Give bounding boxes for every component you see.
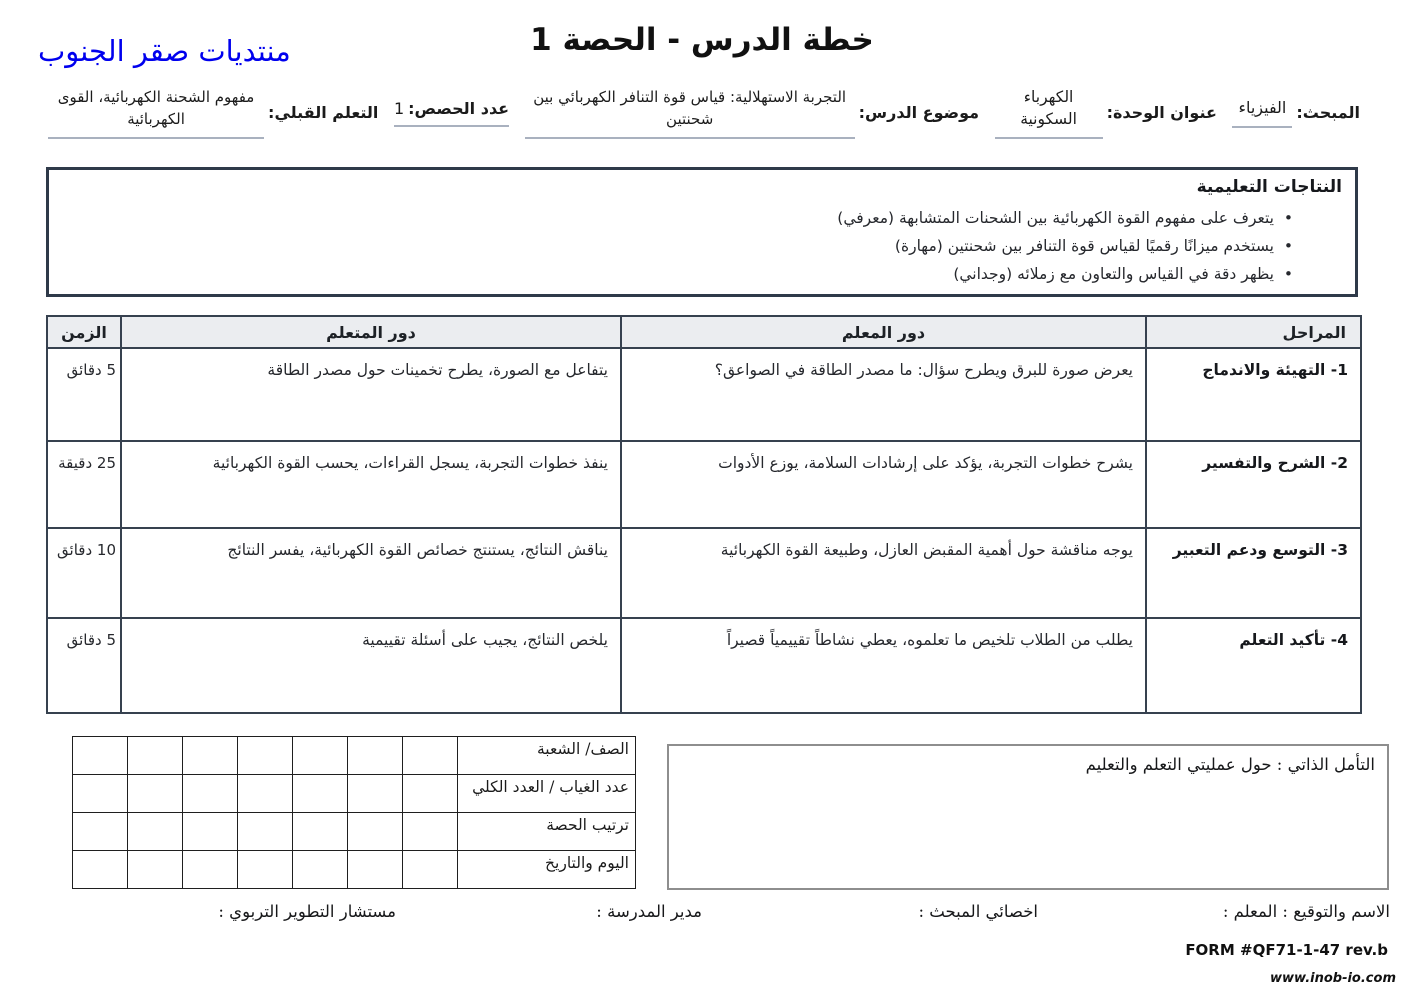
subject-label: المبحث: <box>1296 103 1360 122</box>
outcome-item: • يستخدم ميزانًا رقميًا لقياس قوة التنافر بين شحنتين (مهارة) <box>49 232 1293 260</box>
admin-empty-cell <box>183 851 238 889</box>
admin-empty-cell <box>183 775 238 813</box>
self-reflection-box <box>667 744 1389 890</box>
unit-title-label: عنوان الوحدة: <box>1106 103 1217 122</box>
admin-empty-cell <box>73 813 128 851</box>
lesson-topic-label: موضوع الدرس: <box>858 103 980 122</box>
table-row <box>47 618 1361 713</box>
signature-development-advisor: مستشار التطوير التربوي : <box>218 902 396 921</box>
table-row <box>73 851 636 889</box>
class-admin-table <box>72 736 636 889</box>
header-fields <box>48 86 1360 139</box>
page-title: خطة الدرس - الحصة 1 <box>530 22 874 58</box>
stages-header-row <box>47 316 1361 348</box>
col-header-teacher-role: دور المعلم <box>621 316 1146 348</box>
admin-empty-cell <box>293 775 348 813</box>
admin-empty-cell <box>73 851 128 889</box>
learner-role-cell: يلخص النتائج، يجيب على أسئلة تقييمية <box>121 618 621 713</box>
field-subject <box>1232 97 1360 128</box>
field-lesson-topic <box>525 86 979 139</box>
admin-row-label: اليوم والتاريخ <box>458 851 636 889</box>
form-code: FORM #QF71-1-47 rev.b <box>1185 941 1388 959</box>
admin-empty-cell <box>183 813 238 851</box>
stage-cell: 2- الشرح والتفسير <box>1146 441 1361 528</box>
admin-empty-cell <box>293 851 348 889</box>
table-row <box>47 441 1361 528</box>
admin-empty-cell <box>403 851 458 889</box>
admin-empty-cell <box>238 737 293 775</box>
admin-empty-cell <box>128 775 183 813</box>
learner-role-cell: ينفذ خطوات التجربة، يسجل القراءات، يحسب القوة الكهربائية <box>121 441 621 528</box>
teacher-role-cell: يطلب من الطلاب تلخيص ما تعلموه، يعطي نشاطاً تقييمياً قصيراً <box>621 618 1146 713</box>
signature-principal: مدير المدرسة : <box>596 902 702 921</box>
field-session-count <box>394 99 509 127</box>
teacher-role-cell: يوجه مناقشة حول أهمية المقبض العازل، وطبيعة القوة الكهربائية <box>621 528 1146 618</box>
admin-empty-cell <box>403 813 458 851</box>
stage-cell: 3- التوسع ودعم التعبير <box>1146 528 1361 618</box>
lesson-topic-value: التجربة الاستهلالية: قياس قوة التنافر الكهربائي بين شحنتين <box>525 86 855 139</box>
teacher-role-cell: يعرض صورة للبرق ويطرح سؤال: ما مصدر الطاقة في الصواعق؟ <box>621 348 1146 441</box>
teacher-role-cell: يشرح خطوات التجربة، يؤكد على إرشادات السلامة، يوزع الأدوات <box>621 441 1146 528</box>
admin-empty-cell <box>403 737 458 775</box>
col-header-stage: المراحل <box>1146 316 1361 348</box>
table-row <box>73 813 636 851</box>
prior-learning-value: مفهوم الشحنة الكهربائية، القوى الكهربائية <box>48 86 264 139</box>
session-count-label: عدد الحصص: <box>408 98 510 118</box>
stages-table <box>46 315 1362 714</box>
signature-teacher: الاسم والتوقيع : المعلم : <box>1222 902 1390 921</box>
admin-empty-cell <box>293 813 348 851</box>
learning-outcomes-box <box>46 167 1358 297</box>
table-row <box>47 528 1361 618</box>
table-row <box>73 775 636 813</box>
table-row <box>73 737 636 775</box>
admin-empty-cell <box>403 775 458 813</box>
admin-empty-cell <box>238 851 293 889</box>
field-prior-learning <box>48 86 378 139</box>
subject-value: الفيزياء <box>1232 97 1292 128</box>
col-header-learner-role: دور المتعلم <box>121 316 621 348</box>
admin-empty-cell <box>183 737 238 775</box>
learning-outcomes-heading: النتاجات التعليمية <box>1196 177 1342 197</box>
admin-empty-cell <box>348 851 403 889</box>
admin-empty-cell <box>348 737 403 775</box>
time-cell: 25 دقيقة <box>47 441 121 528</box>
admin-empty-cell <box>238 775 293 813</box>
self-reflection-label: التأمل الذاتي : حول عمليتي التعلم والتعليم <box>1085 755 1375 774</box>
prior-learning-label: التعلم القبلي: <box>268 103 379 122</box>
signature-subject-specialist: اخصائي المبحث : <box>918 902 1038 921</box>
outcome-item: • يظهر دقة في القياس والتعاون مع زملائه (وجداني) <box>49 260 1293 288</box>
session-count-value: 1 <box>393 98 405 118</box>
learner-role-cell: يتفاعل مع الصورة، يطرح تخمينات حول مصدر الطاقة <box>121 348 621 441</box>
table-row <box>47 348 1361 441</box>
time-cell: 5 دقائق <box>47 348 121 441</box>
admin-empty-cell <box>128 851 183 889</box>
admin-empty-cell <box>128 737 183 775</box>
admin-empty-cell <box>348 775 403 813</box>
col-header-time: الزمن <box>47 316 121 348</box>
admin-empty-cell <box>73 775 128 813</box>
time-cell: 10 دقائق <box>47 528 121 618</box>
admin-row-label: الصف/ الشعبة <box>458 737 636 775</box>
admin-empty-cell <box>128 813 183 851</box>
unit-title-value: الكهرباء السكونية <box>995 86 1103 139</box>
learning-outcomes-list <box>49 204 1293 288</box>
admin-empty-cell <box>348 813 403 851</box>
admin-row-label: عدد الغياب / العدد الكلي <box>458 775 636 813</box>
stage-cell: 4- تأكيد التعلم <box>1146 618 1361 713</box>
stage-cell: 1- التهيئة والاندماج <box>1146 348 1361 441</box>
field-unit-title <box>995 86 1217 139</box>
website-url: www.inob-io.com <box>1270 971 1396 986</box>
admin-empty-cell <box>73 737 128 775</box>
admin-row-label: ترتيب الحصة <box>458 813 636 851</box>
admin-empty-cell <box>238 813 293 851</box>
outcome-item: • يتعرف على مفهوم القوة الكهربائية بين الشحنات المتشابهة (معرفي) <box>49 204 1293 232</box>
time-cell: 5 دقائق <box>47 618 121 713</box>
admin-empty-cell <box>293 737 348 775</box>
learner-role-cell: يناقش النتائج، يستنتج خصائص القوة الكهربائية، يفسر النتائج <box>121 528 621 618</box>
forum-watermark-link[interactable]: منتديات صقر الجنوب <box>38 34 291 68</box>
